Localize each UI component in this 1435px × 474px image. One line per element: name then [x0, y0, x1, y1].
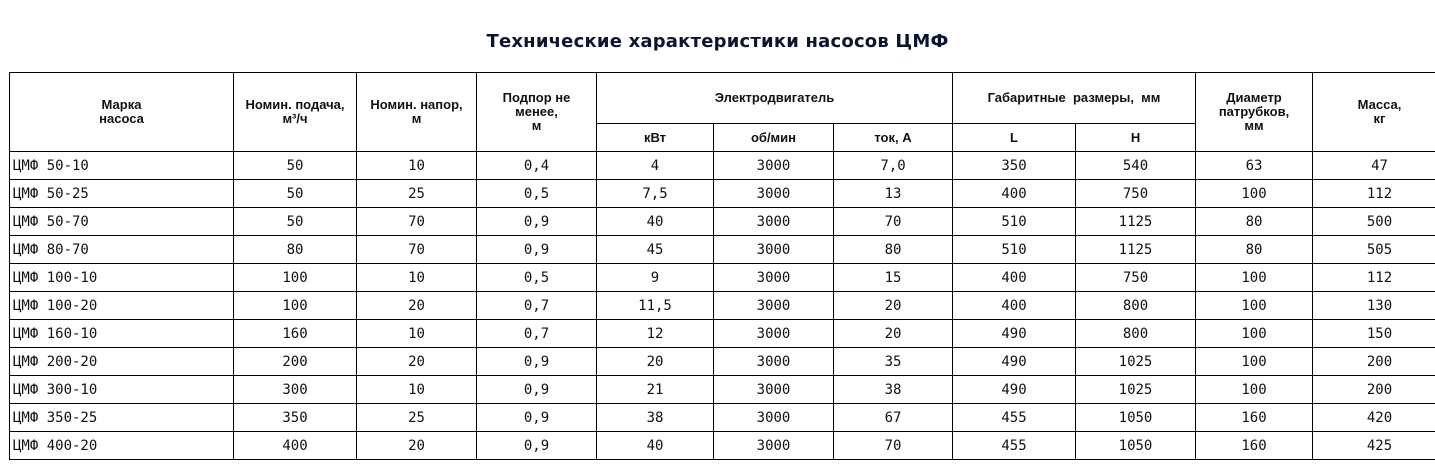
- table-cell: 490: [953, 376, 1076, 404]
- table-cell: 505: [1313, 236, 1435, 264]
- pump-model-cell: ЦМФ 50-25: [10, 180, 234, 208]
- table-cell: 67: [834, 404, 953, 432]
- table-cell: 13: [834, 180, 953, 208]
- table-cell: 3000: [714, 432, 834, 460]
- header-motor: Электродвигатель: [597, 73, 953, 124]
- table-cell: 455: [953, 432, 1076, 460]
- pump-model-cell: ЦМФ 400-20: [10, 432, 234, 460]
- table-cell: 80: [1196, 208, 1313, 236]
- header-mass: Масса, кг: [1313, 73, 1435, 152]
- table-cell: 47: [1313, 152, 1435, 180]
- table-row: [10, 180, 1435, 208]
- table-cell: 800: [1076, 320, 1196, 348]
- pump-model-cell: ЦМФ 80-70: [10, 236, 234, 264]
- table-cell: 0,9: [477, 208, 597, 236]
- table-cell: 425: [1313, 432, 1435, 460]
- table-cell: 3000: [714, 208, 834, 236]
- table-cell: 300: [234, 376, 357, 404]
- table-body: [10, 152, 1435, 460]
- table-cell: 7,0: [834, 152, 953, 180]
- table-cell: 1050: [1076, 432, 1196, 460]
- table-cell: 38: [834, 376, 953, 404]
- table-cell: 63: [1196, 152, 1313, 180]
- table-row: [10, 320, 1435, 348]
- table-cell: 0,5: [477, 264, 597, 292]
- table-cell: 0,7: [477, 292, 597, 320]
- table-cell: 750: [1076, 264, 1196, 292]
- table-cell: 100: [1196, 348, 1313, 376]
- table-cell: 3000: [714, 348, 834, 376]
- table-row: [10, 208, 1435, 236]
- table-row: [10, 264, 1435, 292]
- table-cell: 7,5: [597, 180, 714, 208]
- table-row: [10, 404, 1435, 432]
- table-cell: 112: [1313, 180, 1435, 208]
- table-cell: 38: [597, 404, 714, 432]
- header-motor-rpm: об/мин: [714, 124, 834, 152]
- table-cell: 0,9: [477, 348, 597, 376]
- pump-model-cell: ЦМФ 100-20: [10, 292, 234, 320]
- pump-model-cell: ЦМФ 200-20: [10, 348, 234, 376]
- table-cell: 10: [357, 320, 477, 348]
- table-cell: 200: [1313, 348, 1435, 376]
- pump-model-cell: ЦМФ 50-10: [10, 152, 234, 180]
- table-cell: 0,7: [477, 320, 597, 348]
- table-cell: 100: [1196, 292, 1313, 320]
- header-nozzle-diameter: Диаметр патрубков, мм: [1196, 73, 1313, 152]
- table-cell: 0,9: [477, 376, 597, 404]
- table-cell: 3000: [714, 292, 834, 320]
- table-cell: 45: [597, 236, 714, 264]
- table-cell: 400: [953, 180, 1076, 208]
- table-cell: 1125: [1076, 208, 1196, 236]
- table-row: [10, 292, 1435, 320]
- table-cell: 40: [597, 208, 714, 236]
- table-cell: 160: [1196, 404, 1313, 432]
- table-row: [10, 236, 1435, 264]
- header-head: Номин. напор, м: [357, 73, 477, 152]
- table-cell: 200: [1313, 376, 1435, 404]
- table-cell: 80: [1196, 236, 1313, 264]
- header-motor-current: ток, А: [834, 124, 953, 152]
- header-motor-power: кВт: [597, 124, 714, 152]
- table-cell: 490: [953, 320, 1076, 348]
- table-cell: 25: [357, 404, 477, 432]
- table-cell: 25: [357, 180, 477, 208]
- table-cell: 350: [234, 404, 357, 432]
- table-cell: 400: [234, 432, 357, 460]
- pump-model-cell: ЦМФ 350-25: [10, 404, 234, 432]
- table-cell: 9: [597, 264, 714, 292]
- table-cell: 500: [1313, 208, 1435, 236]
- table-cell: 20: [834, 320, 953, 348]
- header-inlet-pressure: Подпор не менее, м: [477, 73, 597, 152]
- table-cell: 540: [1076, 152, 1196, 180]
- table-cell: 50: [234, 152, 357, 180]
- table-cell: 1025: [1076, 348, 1196, 376]
- header-dimensions: Габаритные размеры, мм: [953, 73, 1196, 124]
- table-cell: 1050: [1076, 404, 1196, 432]
- table-cell: 0,9: [477, 236, 597, 264]
- table-cell: 0,9: [477, 404, 597, 432]
- table-cell: 200: [234, 348, 357, 376]
- table-cell: 11,5: [597, 292, 714, 320]
- table-cell: 0,4: [477, 152, 597, 180]
- pump-specs-table: [9, 72, 1435, 460]
- table-cell: 400: [953, 264, 1076, 292]
- table-cell: 20: [597, 348, 714, 376]
- page-title: Технические характеристики насосов ЦМФ: [486, 31, 949, 52]
- table-cell: 100: [234, 264, 357, 292]
- table-cell: 10: [357, 376, 477, 404]
- table-cell: 20: [834, 292, 953, 320]
- table-cell: 70: [357, 236, 477, 264]
- pump-model-cell: ЦМФ 160-10: [10, 320, 234, 348]
- table-cell: 3000: [714, 180, 834, 208]
- table-cell: 50: [234, 208, 357, 236]
- table-cell: 20: [357, 348, 477, 376]
- table-cell: 510: [953, 236, 1076, 264]
- table-cell: 100: [1196, 180, 1313, 208]
- table-cell: 0,9: [477, 432, 597, 460]
- header-dim-l: L: [953, 124, 1076, 152]
- table-cell: 750: [1076, 180, 1196, 208]
- table-cell: 70: [357, 208, 477, 236]
- table-cell: 0,5: [477, 180, 597, 208]
- table-cell: 112: [1313, 264, 1435, 292]
- header-flow: Номин. подача, м³/ч: [234, 73, 357, 152]
- table-cell: 40: [597, 432, 714, 460]
- table-cell: 70: [834, 208, 953, 236]
- table-cell: 20: [357, 432, 477, 460]
- table-cell: 130: [1313, 292, 1435, 320]
- table-cell: 455: [953, 404, 1076, 432]
- table-cell: 50: [234, 180, 357, 208]
- table-cell: 100: [234, 292, 357, 320]
- table-cell: 10: [357, 264, 477, 292]
- table-cell: 80: [234, 236, 357, 264]
- header-brand: Марка насоса: [10, 73, 234, 152]
- table-cell: 3000: [714, 404, 834, 432]
- pump-model-cell: ЦМФ 300-10: [10, 376, 234, 404]
- table-row: [10, 152, 1435, 180]
- table-cell: 15: [834, 264, 953, 292]
- table-cell: 80: [834, 236, 953, 264]
- table-cell: 10: [357, 152, 477, 180]
- table-cell: 800: [1076, 292, 1196, 320]
- table-cell: 160: [234, 320, 357, 348]
- table-cell: 70: [834, 432, 953, 460]
- table-cell: 400: [953, 292, 1076, 320]
- table-cell: 35: [834, 348, 953, 376]
- table-cell: 100: [1196, 376, 1313, 404]
- table-cell: 21: [597, 376, 714, 404]
- table-cell: 150: [1313, 320, 1435, 348]
- table-cell: 3000: [714, 236, 834, 264]
- table-cell: 20: [357, 292, 477, 320]
- table-cell: 490: [953, 348, 1076, 376]
- table-cell: 350: [953, 152, 1076, 180]
- table-cell: 160: [1196, 432, 1313, 460]
- table-cell: 1025: [1076, 376, 1196, 404]
- pump-model-cell: ЦМФ 50-70: [10, 208, 234, 236]
- table-cell: 3000: [714, 152, 834, 180]
- pump-model-cell: ЦМФ 100-10: [10, 264, 234, 292]
- table-cell: 3000: [714, 376, 834, 404]
- table-cell: 3000: [714, 320, 834, 348]
- table-row: [10, 376, 1435, 404]
- table-cell: 100: [1196, 264, 1313, 292]
- table-cell: 1125: [1076, 236, 1196, 264]
- table-row: [10, 432, 1435, 460]
- header-dim-h: H: [1076, 124, 1196, 152]
- table-cell: 100: [1196, 320, 1313, 348]
- table-cell: 12: [597, 320, 714, 348]
- table-row: [10, 348, 1435, 376]
- table-cell: 4: [597, 152, 714, 180]
- table-cell: 420: [1313, 404, 1435, 432]
- table-cell: 510: [953, 208, 1076, 236]
- table-cell: 3000: [714, 264, 834, 292]
